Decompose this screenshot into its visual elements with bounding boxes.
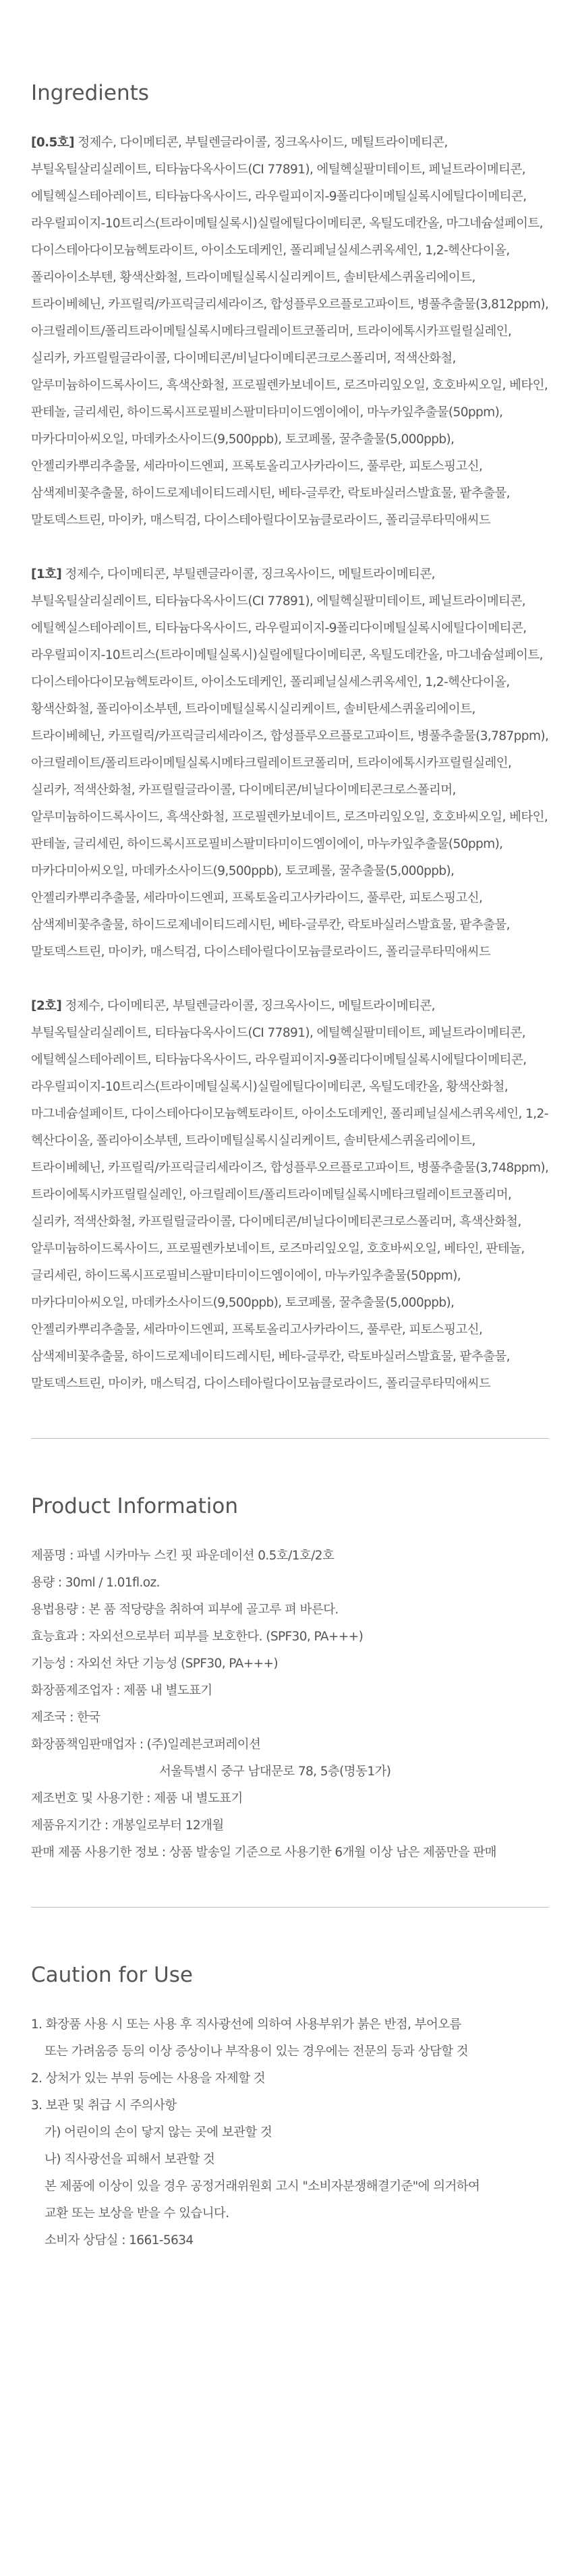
info-distributor: 화장품책임판매업자 : (주)일레븐코퍼레이션	[31, 1738, 261, 1752]
info-product-name: 제품명 : 파넬 시카마누 스킨 핏 파운데이션 0.5호/1호/2호	[31, 1549, 335, 1563]
caution-item-2: 2. 상처가 있는 부위 등에는 사용을 자제할 것	[31, 2071, 266, 2086]
ingredient-list-1: 정제수, 다이메티콘, 부틸렌글라이콜, 징크옥사이드, 메틸트라이메티콘, 부틸옥틸살리실레이트, 티타늄다옥사이드(CI 77891), 에틸헥실팔미테이트, 페닐트라이메티콘, 에틸헥실스테아레이트, 티타늄다옥사이드, 라우릴피이지-9폴리다이메틸실록시에틸다이메티콘, 라우릴피이지-10트리스(트라이메틸실록시)실릴에틸다이메티콘, 옥틸도데칸올, 마그네슘설페이트, 다이스테아다이모늄헥토라이트, 아이소도데케인, 폴리페닐실세스퀴옥세인, 1,2-헥산다이올, 황색산화철, 폴리아이소부텐, 트라이메틸실록시실리케이트, 솔비탄세스퀴올리에이트, 트라이베헤닌, 카프릴릭/카프릭글리세라이즈, 합성플루오르플로고파이트, 병풀추출물(3,787ppm), 아크릴레이트/폴리트라이메틸실록시메타크릴레이트코폴리머, 트라이에톡시카프릴릴실레인, 실리카, 적색산화철, 카프릴릴글라이콜, 다이메티콘/비닐다이메티콘크로스폴리머, 알루미늄하이드록사이드, 흑색산화철, 프로필렌카보네이트, 로즈마리잎오일, 호호바씨오일, 베타인, 판테놀, 글리세린, 하이드록시프로필비스팔미타미이드엠이에이, 마누카잎추출물(50ppm), 마카다미아씨오일, 마데카소사이드(9,500ppb), 토코페롤, 꿀추출물(5,000ppb), 안젤리카뿌리추출물, 세라마이드엔피, 프록토올리고사카라이드, 풀루란, 피토스핑고신, 삼색제비꽃추출물, 하이드로제네이티드레시틴, 베타-글루칸, 락토바실러스발효물, 팥추출물, 말토덱스트린, 마이카, 매스틱검, 다이스테아릴다이모늄클로라이드, 폴리글루타믹애씨드	[31, 567, 549, 959]
product-information-section	[31, 1439, 549, 1866]
caution-title: Caution for Use	[31, 1963, 193, 1987]
info-efficacy: 효능효과 : 자외선으로부터 피부를 보호한다. (SPF30, PA+++)	[31, 1630, 364, 1644]
ingredients-section	[31, 80, 549, 1398]
info-manufacturer: 화장품제조업자 : 제품 내 별도표기	[31, 1684, 212, 1698]
caution-item-1-line-2: 또는 가려움증 등의 이상 증상이나 부작용이 있는 경우에는 전문의 등과 상담할 것	[45, 2044, 469, 2059]
caution-item-3b: 나) 직사광선을 피해서 보관할 것	[45, 2152, 215, 2167]
info-volume: 용량 : 30ml / 1.01fl.oz.	[31, 1576, 160, 1590]
caution-item-3: 3. 보관 및 취급 시 주의사항	[31, 2098, 177, 2113]
caution-item-1-line-1: 1. 화장품 사용 시 또는 사용 후 직사광선에 의하여 사용부위가 붉은 반점, 부어오름	[31, 2017, 461, 2032]
ingredients-paragraph-05	[31, 130, 549, 534]
info-distributor-address: 서울특별시 중구 남대문로 78, 5층(명동1가)	[159, 1765, 391, 1779]
product-information-title: Product Information	[31, 1494, 239, 1518]
caution-item-3a: 가) 어린이의 손이 닿지 않는 곳에 보관할 것	[45, 2125, 272, 2140]
ingredients-paragraph-1	[31, 561, 549, 966]
ingredients-title: Ingredients	[31, 81, 149, 105]
info-country: 제조국 : 한국	[31, 1711, 100, 1725]
ingredient-list-05: 정제수, 다이메티콘, 부틸렌글라이콜, 징크옥사이드, 메틸트라이메티콘, 부틸옥틸살리실레이트, 티타늄다옥사이드(CI 77891), 에틸헥실팔미테이트, 페닐트라이메티콘, 에틸헥실스테아레이트, 티타늄다옥사이드, 라우릴피이지-9폴리다이메틸실록시에틸다이메티콘, 라우릴피이지-10트리스(트라이메틸실록시)실릴에틸다이메티콘, 옥틸도데칸올, 마그네슘설페이트, 다이스테아다이모늄헥토라이트, 아이소도데케인, 폴리페닐실세스퀴옥세인, 1,2-헥산다이올, 폴리아이소부텐, 황색산화철, 트라이메틸실록시실리케이트, 솔비탄세스퀴올리에이트, 트라이베헤닌, 카프릴릭/카프릭글리세라이즈, 합성플루오르플로고파이트, 병풀추출물(3,812ppm), 아크릴레이트/폴리트라이메틸실록시메타크릴레이트코폴리머, 트라이에톡시카프릴릴실레인, 실리카, 카프릴릴글라이콜, 다이메티콘/비닐다이메티콘크로스폴리머, 적색산화철, 알루미늄하이드록사이드, 흑색산화철, 프로필렌카보네이트, 로즈마리잎오일, 호호바씨오일, 베타인, 판테놀, 글리세린, 하이드록시프로필비스팔미타미이드엠이에이, 마누카잎추출물(50ppm), 마카다미아씨오일, 마데카소사이드(9,500ppb), 토코페롤, 꿀추출물(5,000ppb), 안젤리카뿌리추출물, 세라마이드엔피, 프록토올리고사카라이드, 풀루란, 피토스핑고신, 삼색제비꽃추출물, 하이드로제네이티드레시틴, 베타-글루칸, 락토바실러스발효물, 팥추출물, 말토덱스트린, 마이카, 매스틱검, 다이스테아릴다이모늄클로라이드, 폴리글루타믹애씨드	[31, 136, 549, 527]
info-usage: 용법용량 : 본 품 적당량을 취하여 피부에 골고루 펴 바른다.	[31, 1603, 339, 1617]
product-information-list	[31, 1543, 549, 1866]
caution-section	[31, 1908, 549, 2254]
shade-code-2: [2호]	[31, 999, 62, 1013]
consumer-support-number: 소비자 상담실 : 1661-5634	[45, 2233, 194, 2248]
info-shelf-life: 제품유지기간 : 개봉일로부터 12개월	[31, 1819, 224, 1833]
info-lot-expiry: 제조번호 및 사용기한 : 제품 내 별도표기	[31, 1792, 243, 1806]
shade-code-1: [1호]	[31, 567, 62, 581]
caution-note-line-1: 본 제품에 이상이 있을 경우 공정거래위원회 고시 "소비자분쟁해결기준"에 의거하여	[45, 2179, 480, 2194]
ingredient-list-2: 정제수, 다이메티콘, 부틸렌글라이콜, 징크옥사이드, 메틸트라이메티콘, 부틸옥틸살리실레이트, 티타늄다옥사이드(CI 77891), 에틸헥실팔미테이트, 페닐트라이메티콘, 에틸헥실스테아레이트, 티타늄다옥사이드, 라우릴피이지-9폴리다이메틸실록시에틸다이메티콘, 라우릴피이지-10트리스(트라이메틸실록시)실릴에틸다이메티콘, 옥틸도데칸올, 황색산화철, 마그네슘설페이트, 다이스테아다이모늄헥토라이트, 아이소도데케인, 폴리페닐실세스퀴옥세인, 1,2-헥산다이올, 폴리아이소부텐, 트라이메틸실록시실리케이트, 솔비탄세스퀴올리에이트, 트라이베헤닌, 카프릴릭/카프릭글리세라이즈, 합성플루오르플로고파이트, 병풀추출물(3,748ppm), 트라이에톡시카프릴릴실레인, 아크릴레이트/폴리트라이메틸실록시메타크릴레이트코폴리머, 실리카, 적색산화철, 카프릴릴글라이콜, 다이메티콘/비닐다이메티콘크로스폴리머, 흑색산화철, 알루미늄하이드록사이드, 프로필렌카보네이트, 로즈마리잎오일, 호호바씨오일, 베타인, 판테놀, 글리세린, 하이드록시프로필비스팔미타미이드엠이에이, 마누카잎추출물(50ppm), 마카다미아씨오일, 마데카소사이드(9,500ppb), 토코페롤, 꿀추출물(5,000ppb), 안젤리카뿌리추출물, 세라마이드엔피, 프록토올리고사카라이드, 풀루란, 피토스핑고신, 삼색제비꽃추출물, 하이드로제네이티드레시틴, 베타-글루칸, 락토바실러스발효물, 팥추출물, 말토덱스트린, 마이카, 매스틱검, 다이스테아릴다이모늄클로라이드, 폴리글루타믹애씨드	[31, 999, 549, 1391]
ingredients-paragraph-2	[31, 993, 549, 1398]
shade-code-05: [0.5호]	[31, 136, 74, 150]
info-sales-expiry: 판매 제품 사용기한 정보 : 상품 발송일 기준으로 사용기한 6개월 이상 남은 제품만을 판매	[31, 1845, 496, 1860]
caution-note-line-2: 교환 또는 보상을 받을 수 있습니다.	[45, 2206, 229, 2221]
info-functionality: 기능성 : 자외선 차단 기능성 (SPF30, PA+++)	[31, 1657, 279, 1671]
